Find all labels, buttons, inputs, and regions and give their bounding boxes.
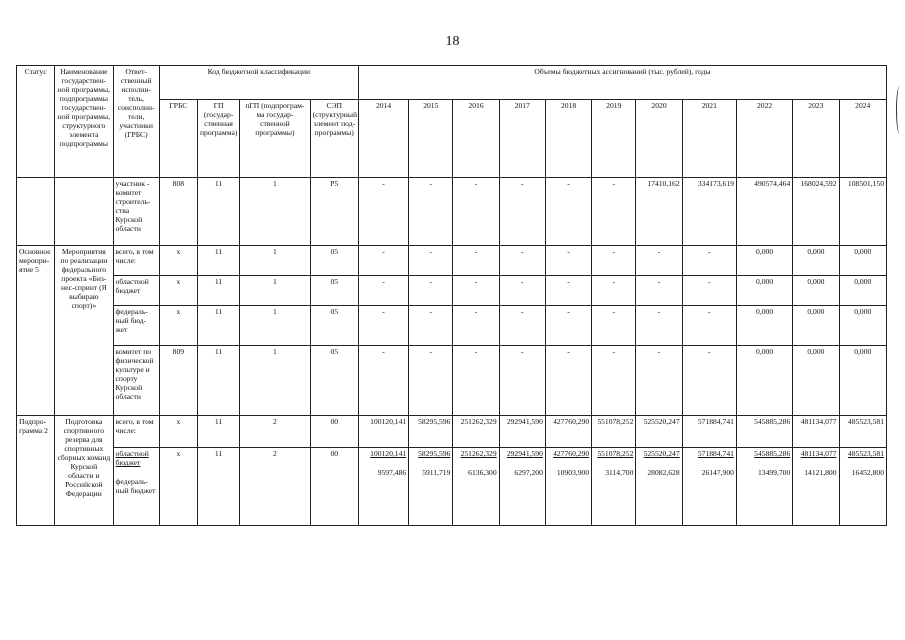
regional-value: 551078,252 <box>597 449 634 458</box>
regional-value: 427760,290 <box>553 449 590 458</box>
value-cell: - <box>358 306 408 346</box>
table-row <box>17 448 887 526</box>
value-cell: 0,000 <box>793 306 839 346</box>
value-cell: - <box>682 306 736 346</box>
value-cell: - <box>453 178 499 246</box>
value-cell: - <box>545 276 591 306</box>
value-cell: 334173,619 <box>682 178 736 246</box>
value-cell <box>545 448 591 526</box>
code-cell: 2 <box>240 448 310 526</box>
code-cell: x <box>159 246 197 276</box>
value-cell: 251262,329 <box>453 416 499 448</box>
header-status: Статус <box>17 66 55 178</box>
header-code-col: ГРБС <box>159 100 197 178</box>
value-cell: 0,000 <box>736 346 792 416</box>
regional-value: 525520,247 <box>643 449 680 458</box>
code-cell: 1 <box>240 246 310 276</box>
header-year: 2015 <box>409 100 453 178</box>
header-code-col: ГП (государ-ственная программа) <box>197 100 239 178</box>
value-cell: 0,000 <box>839 346 887 416</box>
federal-value: 3114,700 <box>605 468 634 477</box>
table-row <box>17 276 887 306</box>
table-row <box>17 246 887 276</box>
code-cell: 11 <box>197 416 239 448</box>
header-year: 2016 <box>453 100 499 178</box>
value-cell: - <box>592 276 636 306</box>
value-cell: - <box>358 246 408 276</box>
code-cell: 809 <box>159 346 197 416</box>
federal-value: 16452,800 <box>851 468 884 477</box>
budget-table <box>16 65 887 526</box>
value-cell: - <box>682 346 736 416</box>
value-cell <box>682 448 736 526</box>
value-cell: - <box>453 346 499 416</box>
value-cell: 0,000 <box>793 276 839 306</box>
name-cell: Мероприятия по реализации федерального проекта «Биз-нес-спринт (Я выбираю спорт)» <box>55 246 113 416</box>
header-year: 2023 <box>793 100 839 178</box>
value-cell <box>793 448 839 526</box>
code-cell: 11 <box>197 346 239 416</box>
regional-value: 58295,596 <box>418 449 451 458</box>
value-cell: 0,000 <box>736 306 792 346</box>
value-cell: - <box>636 276 682 306</box>
value-cell: - <box>592 246 636 276</box>
code-cell: 11 <box>197 178 239 246</box>
regional-value: 100120,141 <box>370 449 407 458</box>
value-cell: - <box>453 306 499 346</box>
status-cell <box>17 178 55 246</box>
value-cell: 58295,596 <box>409 416 453 448</box>
value-cell: - <box>499 276 545 306</box>
regional-budget-label: областной бюджет <box>115 449 149 467</box>
value-cell: 168024,592 <box>793 178 839 246</box>
value-cell: 525520,247 <box>636 416 682 448</box>
value-cell: 0,000 <box>839 246 887 276</box>
code-cell: Р5 <box>310 178 358 246</box>
federal-value: 13499,700 <box>757 468 791 477</box>
value-cell: 545885,286 <box>736 416 792 448</box>
value-cell: - <box>682 246 736 276</box>
header-year: 2018 <box>545 100 591 178</box>
value-cell: - <box>409 178 453 246</box>
value-cell <box>839 448 887 526</box>
federal-value: 26147,900 <box>701 468 734 477</box>
table-row <box>17 346 887 416</box>
responsible-cell <box>113 448 159 526</box>
code-cell: 11 <box>197 306 239 346</box>
value-cell: 17410,162 <box>636 178 682 246</box>
value-cell <box>453 448 499 526</box>
header-code-col: СЭП (структурный элемент под-программы) <box>310 100 358 178</box>
value-cell: - <box>545 246 591 276</box>
federal-value: 6136,300 <box>468 468 497 477</box>
code-cell: x <box>159 416 197 448</box>
value-cell: - <box>453 246 499 276</box>
table-row <box>17 306 887 346</box>
code-cell: 11 <box>197 246 239 276</box>
responsible-cell: федераль-ный бюд-жет <box>113 306 159 346</box>
status-cell: Подпро-грамма 2 <box>17 416 55 526</box>
responsible-cell: всего, в том числе: <box>113 416 159 448</box>
federal-budget-label: федераль-ный бюджет <box>115 477 156 495</box>
value-cell: 427760,290 <box>545 416 591 448</box>
code-cell: 1 <box>240 276 310 306</box>
code-cell: 1 <box>240 346 310 416</box>
value-cell: - <box>545 306 591 346</box>
header-responsible: Ответ-ственный исполни-тель, соисполни-тели, участники (ГРБС) <box>113 66 159 178</box>
regional-value: 545885,286 <box>754 449 791 458</box>
code-cell: 00 <box>310 416 358 448</box>
value-cell: 100120,141 <box>358 416 408 448</box>
header-volume-group: Объемы бюджетных ассигнований (тыс. рублей), годы <box>358 66 886 100</box>
header-code-col: пГП (подпрограм-ма государ-ственной программы) <box>240 100 310 178</box>
responsible-cell: участник - комитет строитель-ства Курской области <box>113 178 159 246</box>
code-cell: 00 <box>310 448 358 526</box>
value-cell: 485523,581 <box>839 416 887 448</box>
value-cell: 0,000 <box>839 276 887 306</box>
value-cell: 108501,150 <box>839 178 887 246</box>
header-year: 2022 <box>736 100 792 178</box>
margin-bracket <box>896 86 903 134</box>
responsible-cell: областной бюджет <box>113 276 159 306</box>
federal-value: 10903,900 <box>556 468 590 477</box>
value-cell: 292941,590 <box>499 416 545 448</box>
header-year: 2017 <box>499 100 545 178</box>
regional-value: 485523,581 <box>847 449 884 458</box>
federal-value: 14121,800 <box>804 468 837 477</box>
code-cell: 05 <box>310 346 358 416</box>
value-cell: - <box>409 346 453 416</box>
value-cell: 0,000 <box>793 246 839 276</box>
value-cell: 0,000 <box>736 246 792 276</box>
code-cell: 808 <box>159 178 197 246</box>
value-cell: - <box>592 306 636 346</box>
table-row <box>17 178 887 246</box>
regional-value: 292941,590 <box>506 449 543 458</box>
code-cell: x <box>159 276 197 306</box>
value-cell: - <box>636 246 682 276</box>
header-name: Наименование государствен-ной программы, подпрограммы государствен-ной программы, структурного элемента подпрограммы <box>55 66 113 178</box>
code-cell: 11 <box>197 276 239 306</box>
value-cell: - <box>499 346 545 416</box>
name-cell <box>55 178 113 246</box>
value-cell: 481134,077 <box>793 416 839 448</box>
value-cell: 0,000 <box>736 276 792 306</box>
value-cell <box>499 448 545 526</box>
responsible-cell: всего, в том числе: <box>113 246 159 276</box>
header-year: 2014 <box>358 100 408 178</box>
value-cell: 0,000 <box>839 306 887 346</box>
value-cell: - <box>592 178 636 246</box>
value-cell <box>636 448 682 526</box>
value-cell: - <box>499 306 545 346</box>
code-cell: 1 <box>240 178 310 246</box>
federal-value: 28082,628 <box>647 468 680 477</box>
code-cell: x <box>159 306 197 346</box>
value-cell: - <box>499 178 545 246</box>
page-number: 18 <box>445 34 460 49</box>
header-year: 2019 <box>592 100 636 178</box>
value-cell: - <box>682 276 736 306</box>
value-cell: 571884,741 <box>682 416 736 448</box>
code-cell: 11 <box>197 448 239 526</box>
value-cell: - <box>499 246 545 276</box>
value-cell: - <box>592 346 636 416</box>
regional-value: 571884,741 <box>697 449 734 458</box>
value-cell: - <box>409 246 453 276</box>
value-cell: 0,000 <box>793 346 839 416</box>
status-cell: Основное меропри-ятие 5 <box>17 246 55 416</box>
value-cell <box>592 448 636 526</box>
value-cell: - <box>545 346 591 416</box>
value-cell: - <box>409 276 453 306</box>
value-cell <box>736 448 792 526</box>
value-cell: - <box>358 346 408 416</box>
value-cell: 551078,252 <box>592 416 636 448</box>
value-cell: - <box>453 276 499 306</box>
value-cell: - <box>636 346 682 416</box>
header-code-group: Код бюджетной классификации <box>159 66 358 100</box>
value-cell: - <box>409 306 453 346</box>
federal-value: 9597,486 <box>377 468 407 477</box>
code-cell: x <box>159 448 197 526</box>
code-cell: 05 <box>310 276 358 306</box>
responsible-cell: комитет по физической культуре и спорту Курской области <box>113 346 159 416</box>
value-cell: - <box>358 276 408 306</box>
value-cell: - <box>545 178 591 246</box>
code-cell: 2 <box>240 416 310 448</box>
value-cell: - <box>358 178 408 246</box>
code-cell: 05 <box>310 306 358 346</box>
header-year: 2024 <box>839 100 887 178</box>
code-cell: 05 <box>310 246 358 276</box>
federal-value: 6297,200 <box>514 468 543 477</box>
federal-value: 5911,719 <box>422 468 451 477</box>
value-cell: 490574,464 <box>736 178 792 246</box>
name-cell: Подготовка спортивного резерва для спортивных сборных команд Курской области и Российской Федерации <box>55 416 113 526</box>
value-cell <box>358 448 408 526</box>
code-cell: 1 <box>240 306 310 346</box>
table-row <box>17 416 887 448</box>
header-year: 2020 <box>636 100 682 178</box>
value-cell: - <box>636 306 682 346</box>
regional-value: 481134,077 <box>800 449 837 458</box>
regional-value: 251262,329 <box>460 449 497 458</box>
value-cell <box>409 448 453 526</box>
header-year: 2021 <box>682 100 736 178</box>
